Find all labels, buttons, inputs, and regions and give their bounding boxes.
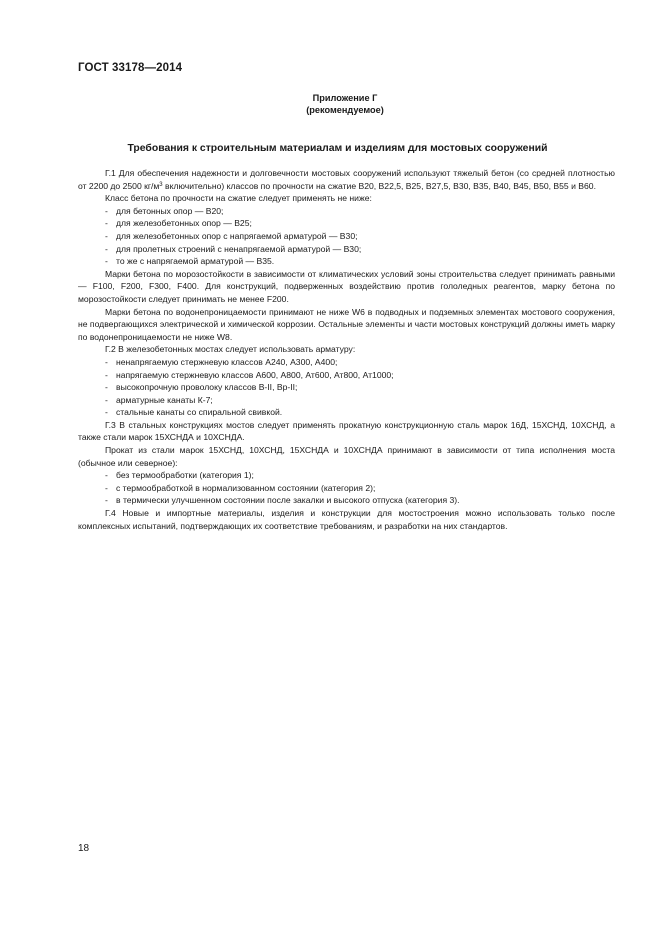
paragraph-g1-intro: Г.1 Для обеспечения надежности и долговечности мостовых сооружений используют тяжелый бетон (со средней плотностью от 2200 до 2500 $кг/м^3$ включительно) классов по прочности на сжатие В20, В22,5, В25, В27,5, В30, В35, В40, В45, В50, В55 и В60. <box>78 168 615 191</box>
paragraph-g1-water: Марки бетона по водонепроницаемости принимают не ниже W6 в подводных и подземных элементах мостового сооружения, не подвергающихся электрической и химической коррозии. Остальные элементы и части мостовых конструкций должны иметь марку по водонепроницаемости не ниже W8. <box>78 306 615 342</box>
paragraph-g4: Г.4 Новые и импортные материалы, изделия и конструкции для мостостроения можно использовать только после комплексных испытаний, подтверждающих их соответствие требованиям, и разработки на них стандартов. <box>78 508 615 531</box>
appendix-heading <box>0 92 661 116</box>
list-item: - высокопрочную проволоку классов В-II, Вр-II; <box>105 382 298 393</box>
paragraph-g2-lead: Г.2 В железобетонных мостах следует использовать арматуру: <box>105 344 356 355</box>
list-item: - для пролетных строений с ненапрягаемой арматурой — В30; <box>105 243 362 254</box>
list-item: - для железобетонных опор — В25; <box>105 218 252 229</box>
paragraph-g1-frost: Марки бетона по морозостойкости в зависимости от климатических условий зоны строительства следует принимать равными — F100, F200, F300, F400. Для конструкций, подверженных воздействию против гололедных реагентов, марку бетона по морозостойкости следует принимать не менее F200. <box>78 268 615 304</box>
list-item: - стальные канаты со спиральной свивкой. <box>105 407 283 418</box>
document-body <box>78 167 615 532</box>
list-item: - для железобетонных опор с напрягаемой арматурой — В30; <box>105 230 358 241</box>
list-item: - то же с напрягаемой арматурой — В35. <box>105 256 275 267</box>
page-number: 18 <box>78 843 90 854</box>
list-item: - в термически улучшенном состоянии после закалки и высокого отпуска (категория 3). <box>105 495 460 506</box>
list-item: - с термообработкой в нормализованном состоянии (категория 2); <box>105 482 376 493</box>
list-item: - напрягаемую стержневую классов А600, А800, Ат600, Ат800, Ат1000; <box>105 369 394 380</box>
paragraph-g3-steel: Г.3 В стальных конструкциях мостов следует применять прокатную конструкционную сталь марок 16Д, 15ХСНД, 10ХСНД, а также стали марок 15ХСНДА и 10ХСНДА. <box>78 419 615 443</box>
paragraph-g3-rolled: Прокат из стали марок 15ХСНД, 10ХСНД, 15ХСНДА и 10ХСНДА принимают в зависимости от типа исполнения моста (обычное или северное): <box>78 445 615 468</box>
document-header: ГОСТ 33178—2014 <box>78 62 183 74</box>
appendix-title: Приложение Г <box>312 93 378 103</box>
superscript-cubic: 3 <box>159 181 163 188</box>
list-item: - для бетонных опор — В20; <box>105 205 224 216</box>
list-item: - арматурные канаты К-7; <box>105 394 213 405</box>
section-title: Требования к строительным материалам и изделиям для мостовых сооружений <box>127 143 548 154</box>
list-item: - ненапрягаемую стержневую классов А240, А300, А400; <box>105 356 338 367</box>
paragraph-g1-class-lead: Класс бетона по прочности на сжатие следует применять не ниже: <box>105 193 372 204</box>
list-item: - без термообработки (категория 1); <box>105 470 254 481</box>
appendix-subtitle: (рекомендуемое) <box>306 105 384 115</box>
